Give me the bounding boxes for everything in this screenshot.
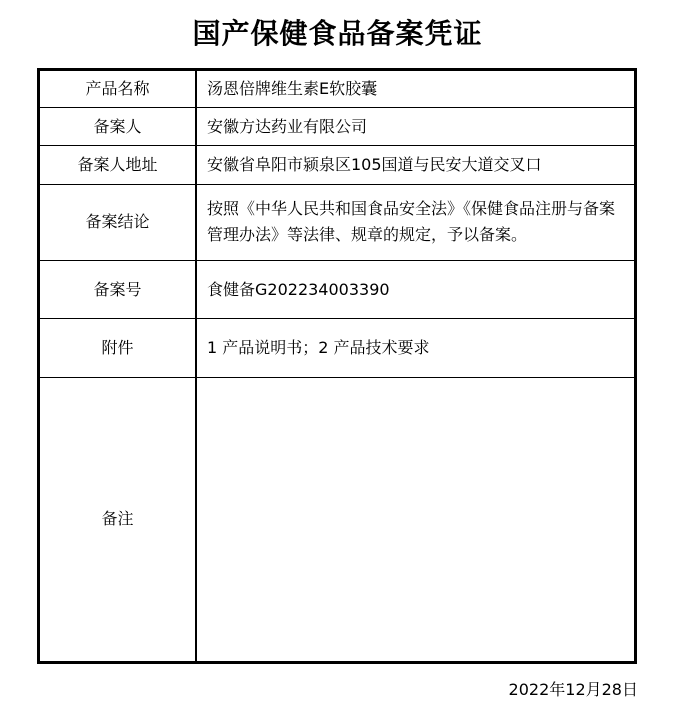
document-title: 国产保健食品备案凭证 [192,17,483,50]
product-name-label: 产品名称 [39,70,197,108]
registrant-value: 安徽方达药业有限公司 [196,108,636,146]
registrant-address-label: 备案人地址 [39,146,197,184]
conclusion-value: 按照《中华人民共和国食品安全法》《保健食品注册与备案管理办法》等法律、规章的规定，予以备案。 [196,184,636,260]
table-row-registrant-address [39,146,636,184]
conclusion-label: 备案结论 [39,184,197,260]
remarks-label: 备注 [39,377,197,663]
issue-date: 2022年12月28日 [508,680,638,699]
product-name-value: 汤恩倍牌维生素E软胶囊 [196,70,636,108]
registrant-address-value: 安徽省阜阳市颍泉区105国道与民安大道交叉口 [196,146,636,184]
registration-number-value: 食健备G202234003390 [196,260,636,318]
registration-number-label: 备案号 [39,260,197,318]
table-row-attachments [39,319,636,377]
table-row-product-name [39,70,636,108]
table-row-remarks [39,377,636,663]
registrant-label: 备案人 [39,108,197,146]
attachments-label: 附件 [39,319,197,377]
table-row-conclusion [39,184,636,260]
attachments-value: 1 产品说明书；2 产品技术要求 [196,319,636,377]
record-table [37,68,637,664]
table-row-registrant [39,108,636,146]
table-row-registration-number [39,260,636,318]
remarks-value [196,377,636,663]
